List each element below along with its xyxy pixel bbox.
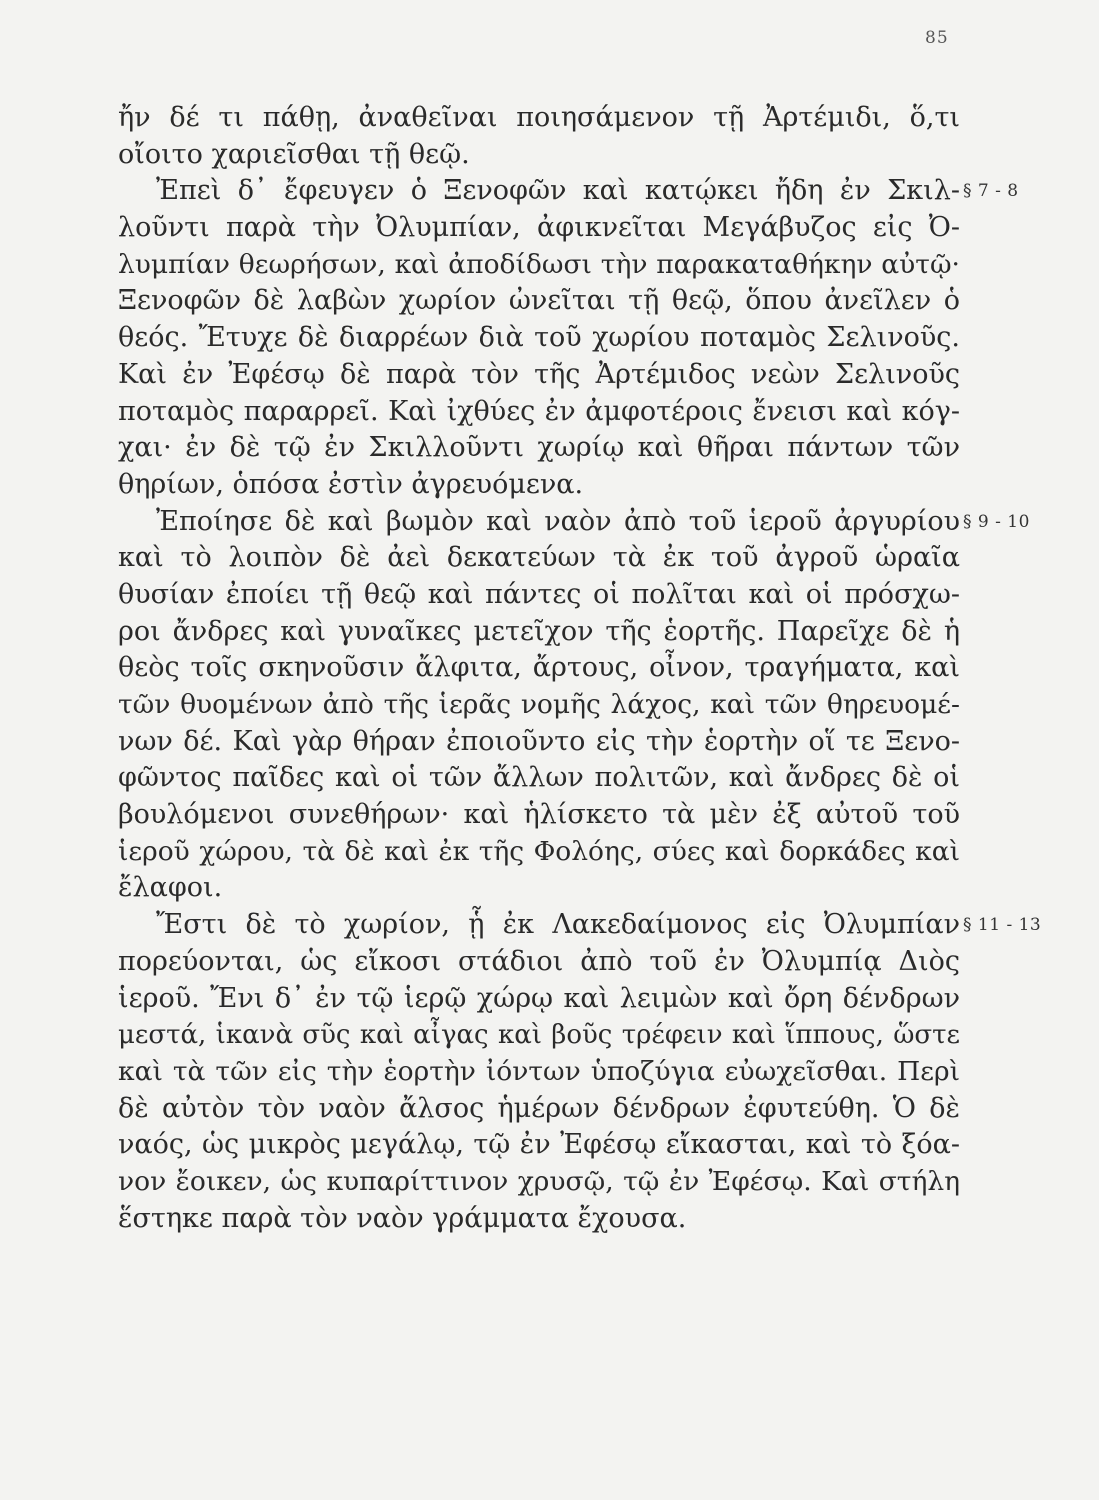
section-marginal-reference: § 7 - 8 <box>963 181 1019 202</box>
text-line <box>118 540 960 577</box>
text-line-content: θηρίων, ὁπόσα ἐστὶν ἀγρευόμενα. <box>118 468 584 500</box>
text-line <box>118 247 960 284</box>
text-line <box>118 394 960 431</box>
section-marginal-reference: § 11 - 13 <box>963 915 1042 936</box>
text-line <box>118 504 1030 541</box>
text-line-content: οἴοιτο χαριεῖσθαι τῇ θεῷ. <box>118 138 470 170</box>
text-line <box>118 834 960 871</box>
text-line-content: φῶντος παῖδες καὶ οἱ τῶν ἄλλων πολιτῶν, καὶ ἄνδρες δὲ οἱ <box>118 762 960 794</box>
text-line-content: ἕστηκε παρὰ τὸν ναὸν γράμματα ἔχουσα. <box>118 1202 687 1234</box>
text-line-content: Ξενοφῶν δὲ λαβὼν χωρίον ὠνεῖται τῇ θεῷ, ὅπου ἀνεῖλεν ὁ <box>118 285 960 317</box>
text-line-content: ροι ἄνδρες καὶ γυναῖκες μετεῖχον τῆς ἑορτῆς. Παρεῖχε δὲ ἡ <box>118 615 960 647</box>
text-line <box>118 577 960 614</box>
text-line-content: τῶν θυομένων ἀπὸ τῆς ἱερᾶς νομῆς λάχος, καὶ τῶν θηρευομέ- <box>118 689 960 720</box>
text-line-content: ἱεροῦ χώρου, τὰ δὲ καὶ ἐκ τῆς Φολόης, σύες καὶ δορκάδες καὶ <box>118 835 960 867</box>
text-line <box>118 614 960 651</box>
text-line <box>118 1054 960 1091</box>
text-line-content: πορεύονται, ὡς εἴκοσι στάδιοι ἀπὸ τοῦ ἐν Ὀλυμπίᾳ Διὸς <box>118 945 960 977</box>
text-line-content: θεὸς τοῖς σκηνοῦσιν ἄλφιτα, ἄρτους, οἶνον, τραγήματα, καὶ <box>118 652 960 684</box>
text-line <box>118 687 960 724</box>
text-line-content: χαι· ἐν δὲ τῷ ἐν Σκιλλοῦντι χωρίῳ καὶ θῆραι πάντων τῶν <box>118 432 960 464</box>
text-line-content: λοῦντι παρὰ τὴν Ὀλυμπίαν, ἀφικνεῖται Μεγάβυζος εἰς Ὀ- <box>118 212 960 244</box>
text-line <box>118 907 1042 944</box>
text-line-content: Ἐποίησε δὲ καὶ βωμὸν καὶ ναὸν ἀπὸ τοῦ ἱεροῦ ἀργυρίου <box>156 505 960 537</box>
text-line-content: Ἐπεὶ δ᾽ ἔφευγεν ὁ Ξενοφῶν καὶ κατῴκει ἤδη ἐν Σκιλ- <box>156 175 960 207</box>
text-line <box>118 760 960 797</box>
text-line-content: ἤν δέ τι πάθῃ, ἀναθεῖναι ποιησάμενον τῇ Ἀρτέμιδι, ὅ,τι <box>118 102 960 133</box>
text-line <box>118 210 960 247</box>
text-line-content: ἱεροῦ. Ἔνι δ᾽ ἐν τῷ ἱερῷ χώρῳ καὶ λειμὼν καὶ ὄρη δένδρων <box>118 982 960 1014</box>
text-line <box>118 430 960 467</box>
text-line-content: ἔλαφοι. <box>118 872 223 904</box>
text-line <box>118 1127 960 1164</box>
text-line-content: μεστά, ἱκανὰ σῦς καὶ αἶγας καὶ βοῦς τρέφειν καὶ ἵππους, ὥστε <box>118 1020 960 1051</box>
text-line-content: καὶ τὰ τῶν εἰς τὴν ἑορτὴν ἰόντων ὑποζύγια εὐωχεῖσθαι. Περὶ <box>118 1055 960 1087</box>
text-line <box>118 137 960 174</box>
text-line <box>118 1164 960 1201</box>
text-line <box>118 650 960 687</box>
text-line <box>118 1201 960 1238</box>
text-line-content: θυσίαν ἐποίει τῇ θεῷ καὶ πάντες οἱ πολῖται καὶ οἱ πρόσχω- <box>118 578 960 610</box>
text-line-content: βουλόμενοι συνεθήρων· καὶ ἡλίσκετο τὰ μὲν ἐξ αὐτοῦ τοῦ <box>118 799 960 831</box>
text-line <box>118 1017 960 1054</box>
text-line-content: νων δέ. Καὶ γὰρ θήραν ἐποιοῦντο εἰς τὴν ἑορτὴν οἵ τε Ξενο- <box>118 725 960 757</box>
text-line <box>118 173 1019 210</box>
section-marginal-reference: § 9 - 10 <box>963 511 1030 532</box>
greek-text-body <box>118 100 1042 1237</box>
text-line-content: λυμπίαν θεωρήσων, καὶ ἀποδίδωσι τὴν παρακαταθήκην αὐτῷ· <box>118 248 960 280</box>
text-line <box>118 724 960 761</box>
text-line <box>118 100 960 137</box>
page-number: 85 <box>925 28 949 48</box>
text-line <box>118 320 960 357</box>
text-line-content: νον ἔοικεν, ὡς κυπαρίττινον χρυσῷ, τῷ ἐν Ἐφέσῳ. Καὶ στήλη <box>118 1165 960 1197</box>
text-line-content: δὲ αὐτὸν τὸν ναὸν ἄλσος ἡμέρων δένδρων ἐφυτεύθη. Ὁ δὲ <box>118 1092 960 1124</box>
text-line <box>118 797 960 834</box>
text-line-content: ποταμὸς παραρρεῖ. Καὶ ἰχθύες ἐν ἀμφοτέροις ἔνεισι καὶ κόγ- <box>118 395 960 427</box>
text-line <box>118 944 960 981</box>
text-line-content: Καὶ ἐν Ἐφέσῳ δὲ παρὰ τὸν τῆς Ἀρτέμιδος νεὼν Σελινοῦς <box>118 358 960 390</box>
text-line <box>118 870 960 907</box>
text-line <box>118 1091 960 1128</box>
text-line <box>118 981 960 1018</box>
text-line-content: θεός. Ἔτυχε δὲ διαρρέων διὰ τοῦ χωρίου ποταμὸς Σελινοῦς. <box>118 322 960 354</box>
text-line-content: καὶ τὸ λοιπὸν δὲ ἀεὶ δεκατεύων τὰ ἐκ τοῦ ἀγροῦ ὡραῖα <box>118 542 960 574</box>
text-line-content: ναός, ὡς μικρὸς μεγάλῳ, τῷ ἐν Ἐφέσῳ εἴκασται, καὶ τὸ ξόα- <box>118 1129 960 1161</box>
text-line-content: Ἔστι δὲ τὸ χωρίον, ᾗ ἐκ Λακεδαίμονος εἰς Ὀλυμπίαν <box>156 909 960 941</box>
text-line <box>118 357 960 394</box>
text-line <box>118 283 960 320</box>
text-line <box>118 467 960 504</box>
